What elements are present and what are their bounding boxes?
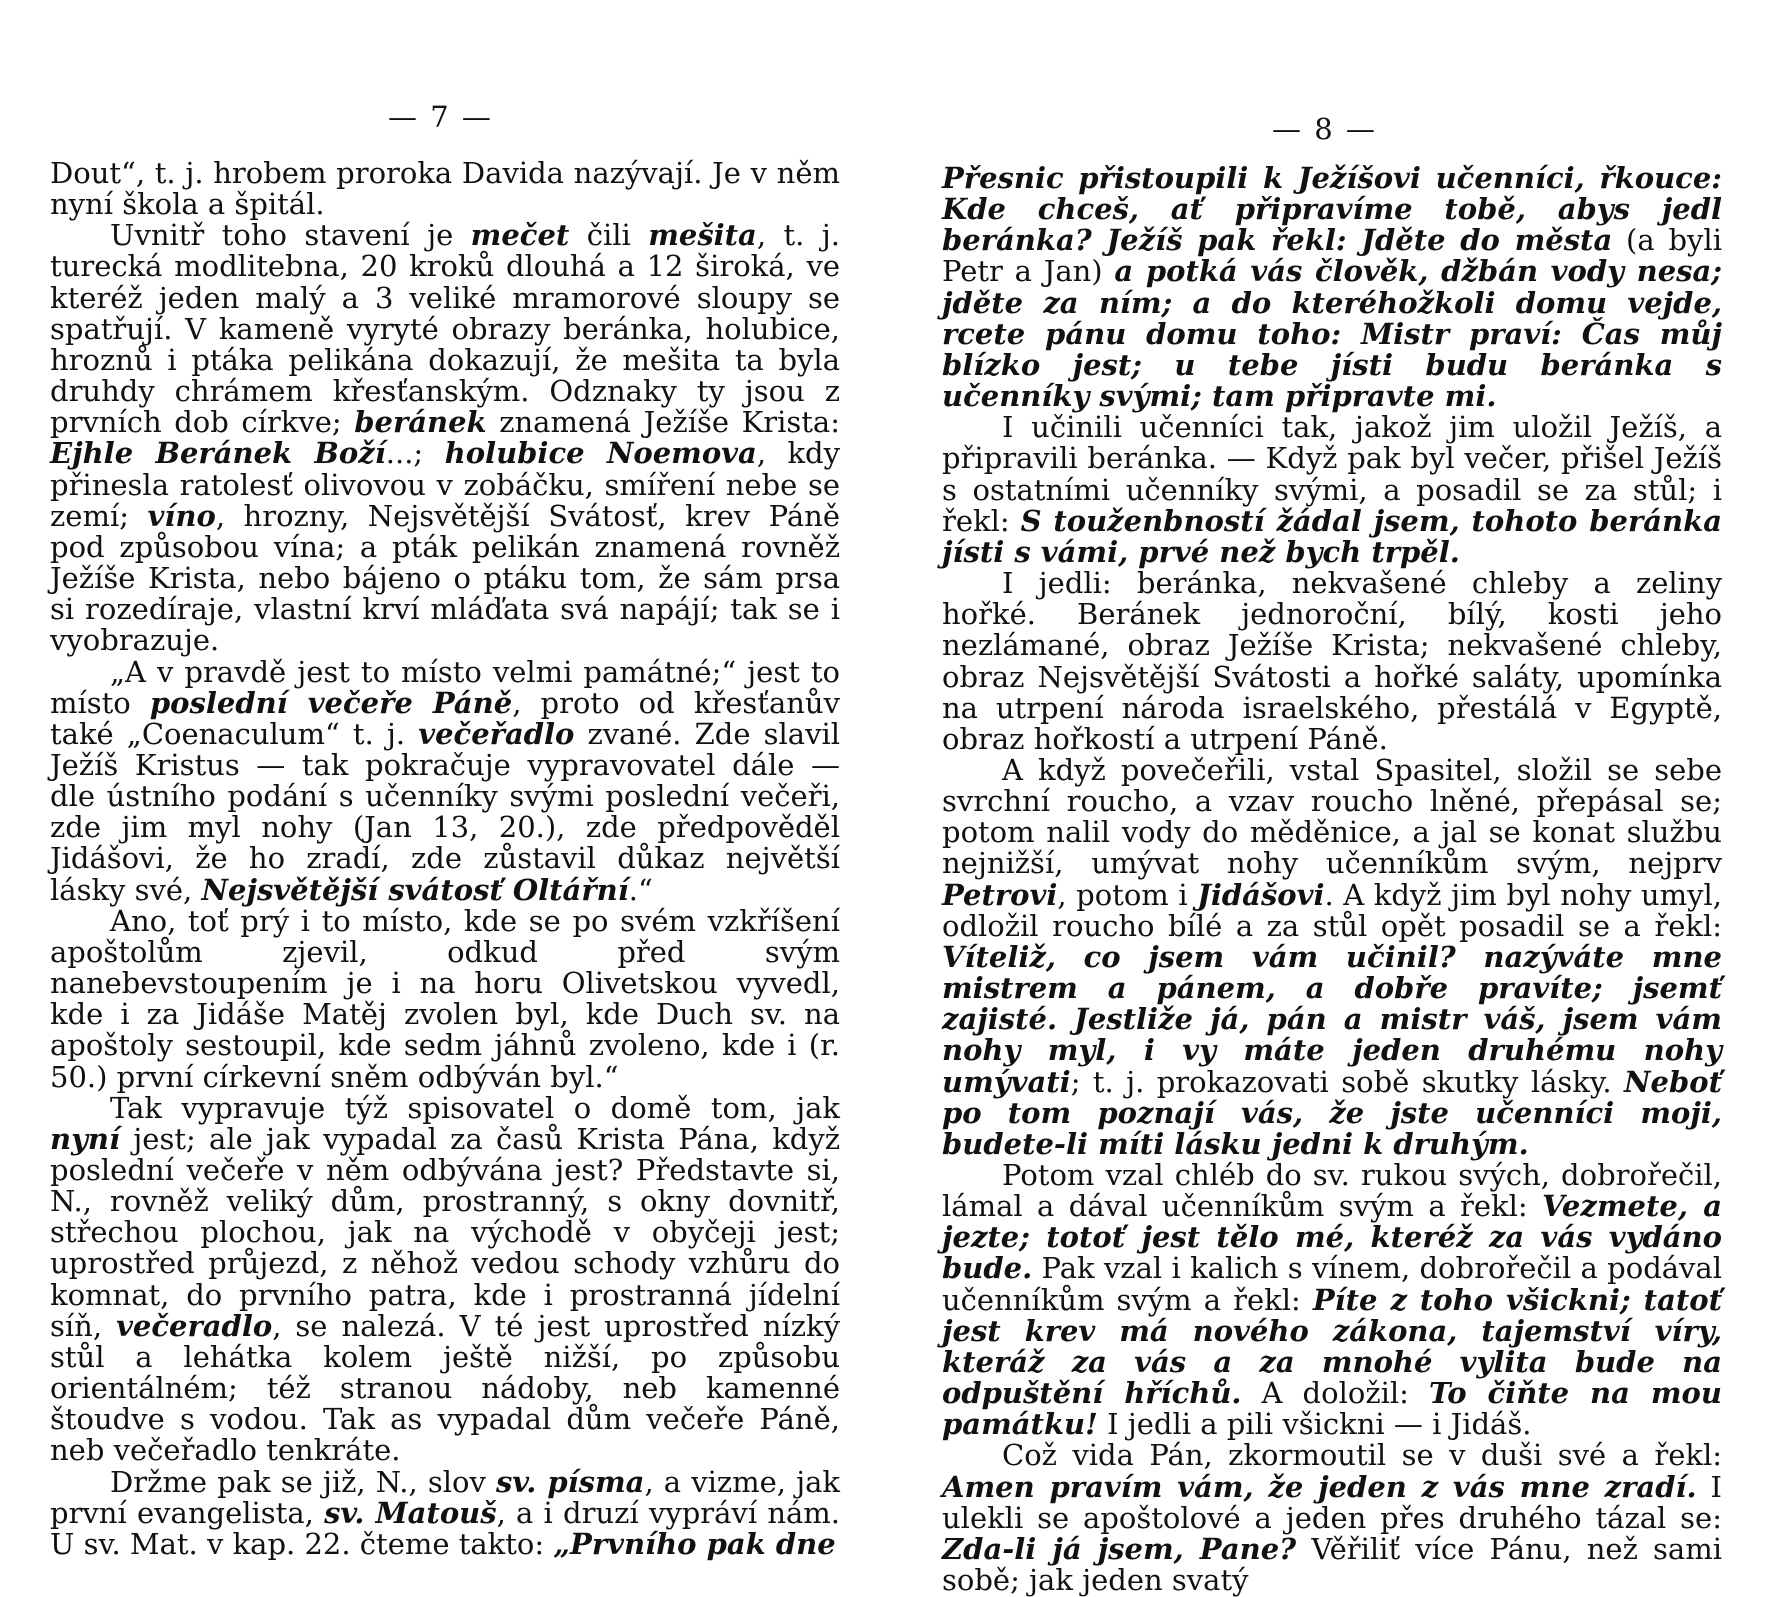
emphasis-text: nyní bbox=[50, 1121, 121, 1156]
emphasis-text: Ejhle Beránek Boží bbox=[50, 436, 386, 471]
text-run: .“ bbox=[628, 872, 653, 907]
text-run: Což vida Pán, zkormoutil se v duši své a řekl: bbox=[1002, 1438, 1722, 1473]
emphasis-text: Nejsvětější svátosť Oltářní bbox=[201, 872, 629, 907]
paragraph bbox=[942, 1160, 1722, 1440]
text-run: Držme pak se již, N., slov bbox=[110, 1464, 496, 1499]
text-run: Potom vzal chléb do sv. rukou svých, dobrořečil, lámal a dával učenníkům svým a řekl: bbox=[942, 1158, 1722, 1224]
paragraph bbox=[50, 220, 840, 656]
emphasis-text: Zda-li já jsem, Pane? bbox=[942, 1531, 1297, 1566]
text-run: ...; bbox=[385, 436, 445, 471]
text-run: I ulekli se apoštolové a jeden přes druhého tázal se: bbox=[942, 1469, 1722, 1535]
emphasis-text: sv. písma bbox=[495, 1464, 645, 1499]
emphasis-text: Neboť po tom poznají vás, že jste učenníci moji, budete-li míti lásku jedni k druhým. bbox=[942, 1064, 1722, 1161]
text-run: , se nalezá. V té jest uprostřed nízký stůl a lehátka kolem ještě nižší, po způsobu orientálném; též stranou nádoby, neb kamenné štoudve s vodou. Tak as vypadal dům večeře Páně, neb večeřadlo tenkráte. bbox=[50, 1308, 840, 1468]
emphasis-text: mešita bbox=[648, 218, 757, 253]
paragraph bbox=[50, 1464, 841, 1561]
paragraph bbox=[50, 1090, 840, 1468]
emphasis-text: večeradlo bbox=[116, 1308, 273, 1343]
text-run: . A když jim byl nohy umyl, odložil roucho bílé a za stůl opět posadil se a řekl: bbox=[942, 877, 1722, 943]
emphasis-text: S touženbností žádal jsem, tohoto beránka jísti s vámi, prvé než bych trpěl. bbox=[942, 503, 1722, 569]
text-run: Pak vzal i kalich s vínem, dobrořečil a podával učenníkům svým a řekl: bbox=[942, 1251, 1722, 1317]
emphasis-text: „Prvního pak dne bbox=[553, 1526, 836, 1561]
text-run: znamená Ježíše Krista: bbox=[486, 405, 840, 440]
text-run: Tak vypravuje týž spisovatel o domě tom, jak bbox=[110, 1090, 840, 1125]
text-run: , t. j. turecká modlitebna, 20 kroků dlouhá a 12 široká, ve kteréž jeden malý a 3 veliké mramorové sloupy se spatřují. V kameně vyryté obrazy beránka, holubice, hroznů i ptáka pelikána dokazují, že mešita ta byla druhdy chrámem křesťanským. Odznaky ty jsou z prvních dob církve; bbox=[50, 218, 840, 440]
paragraph bbox=[942, 1440, 1722, 1596]
emphasis-text: Přesnic přistoupili k Ježíšovi učenníci, řkouce: Kde chceš, ať připravíme tobě, abys jedl beránka? Ježíš pak řekl: Jděte do města bbox=[942, 161, 1722, 258]
text-run: , a i druzí vypráví nám. U sv. Mat. v kap. 22. čteme takto: bbox=[50, 1495, 841, 1561]
emphasis-text: Vezmete, a jezte; totoť jest tělo mé, kteréž za vás vydáno bude. bbox=[942, 1189, 1722, 1286]
text-run: Věřiliť více Pánu, než sami sobě; jak jeden svatý bbox=[942, 1531, 1722, 1597]
emphasis-text: a potká vás člověk, džbán vody nesa; jděte za ním; a do kteréhožkoli domu vejde, rcete pánu domu toho: Mistr praví: Čas můj blízko jest; u tebe jísti budu beránka s učenníky svými; tam připravte mi. bbox=[942, 254, 1722, 414]
text-run: I učinili učenníci tak, jakož jim uložil Ježíš, a připravili beránka. — Když pak byl večer, přišel Ježíš s ostatními učenníky svými, a posadil se za stůl; i řekl: bbox=[942, 410, 1722, 538]
text-run: , potom i bbox=[1057, 877, 1198, 912]
page-body bbox=[50, 158, 840, 1560]
text-run: A když povečeřili, vstal Spasitel, složil se sebe svrchní roucho, a vzav roucho lněné, přepásal se; potom nalil vody do měděnice, a jal se konat službu nejnižší, umývat nohy učenníkům svým, nejprv bbox=[942, 752, 1722, 881]
text-run: , kdy přinesla ratolesť olivovou v zobáčku, smíření nebe se zemí; bbox=[50, 436, 841, 533]
emphasis-text: poslední večeře Páně bbox=[149, 685, 513, 720]
text-run: zvané. Zde slavil Ježíš Kristus — tak pokračuje vypravovatel dále — dle ústního podání s učenníky svými poslední večeři, zde jim myl nohy (Jan 13, 20.), zde předpověděl Jidášovi, že ho zradí, zde zůstavil důkaz největší lásky své, bbox=[50, 716, 841, 907]
text-run: Ano, toť prý i to místo, kde se po svém vzkříšení apoštolům zjevil, odkud před svým nanebevstoupením je i na horu Olivetskou vyvedl, kde i za Jidáše Matěj zvolen byl, kde Duch sv. na apoštoly sestoupil, kde sedm jáhnů zvoleno, kde i (r. 50.) první církevní sněm odbýván byl.“ bbox=[50, 903, 840, 1094]
emphasis-text: Jidášovi bbox=[1197, 877, 1325, 912]
emphasis-text: holubice Noemova bbox=[444, 436, 757, 471]
emphasis-text: sv. Matouš bbox=[324, 1495, 497, 1530]
text-run: I jedli a pili všickni — i Jidáš. bbox=[1097, 1407, 1532, 1442]
paragraph bbox=[50, 654, 841, 907]
text-run: , proto od křesťanův také „Coenaculum“ t. j. bbox=[50, 685, 840, 751]
emphasis-text: To čiňte na mou památku! bbox=[942, 1376, 1722, 1442]
text-run: (a byli Petr a Jan) bbox=[942, 223, 1722, 289]
paragraph bbox=[50, 903, 840, 1094]
emphasis-text: Víteliž, co jsem vám učinil? nazýváte mne mistrem a pánem, a dobře pravíte; jsemť zajisté. Jestliže já, pán a mistr váš, jsem vám nohy myl, i vy máte jeden druhému nohy umývati bbox=[942, 939, 1722, 1099]
text-run: , a vizme, jak první evangelista, bbox=[50, 1464, 840, 1530]
paragraph bbox=[942, 752, 1722, 1161]
text-run: A doložil: bbox=[1241, 1376, 1429, 1411]
text-run: , hrozny, Nejsvětější Svátosť, krev Páně pod způsobou vína; a pták pelikán znamená rovněž Ježíše Krista, nebo bájeno o ptáku tom, že sám prsa si rozedíraje, vlastní krví mláďata svá napájí; tak se i vyobrazuje. bbox=[50, 498, 840, 658]
text-run: „A v pravdě jest to místo velmi památné;“ jest to místo bbox=[50, 654, 840, 720]
emphasis-text: víno bbox=[147, 498, 216, 533]
page-number: — 8 — bbox=[1272, 112, 1377, 146]
text-run: jest; ale jak vypadal za časů Krista Pána, když poslední večeře v něm odbývána jest? Představte si, N., rovněž veliký dům, prostranný, s okny dovnitř, střechou plochou, jak na východě v obyčeji jest; uprostřed průjezd, z něhož vedou schody vzhůru do komnat, do prvního patra, kde i prostranná jídelní síň, bbox=[50, 1121, 840, 1343]
page-body bbox=[942, 163, 1722, 1596]
text-run: ; t. j. prokazovati sobě skutky lásky. bbox=[1070, 1064, 1625, 1099]
paragraph bbox=[942, 412, 1722, 568]
right-page bbox=[884, 0, 1768, 1597]
paragraph bbox=[50, 158, 840, 220]
paragraph bbox=[942, 163, 1722, 412]
left-page bbox=[0, 0, 884, 1561]
emphasis-text: Amen pravím vám, že jeden z vás mne zradí. bbox=[942, 1469, 1697, 1504]
paragraph bbox=[942, 568, 1722, 755]
emphasis-text: Petrovi bbox=[942, 877, 1058, 912]
emphasis-text: mečet bbox=[470, 218, 570, 253]
emphasis-text: Píte z toho všickni; tatoť jest krev má nového zákona, tajemství víry, kteráž za vás a za mnohé vylita bude na odpuštění hříchů. bbox=[942, 1282, 1722, 1411]
emphasis-text: večeřadlo bbox=[418, 716, 575, 751]
page-number: — 7 — bbox=[388, 100, 493, 134]
emphasis-text: beránek bbox=[354, 405, 487, 440]
text-run: I jedli: beránka, nekvašené chleby a zeliny hořké. Beránek jednoroční, bílý, kosti jeho nezlámané, obraz Ježíše Krista; nekvašené chleby, obraz Nejsvětější Svátosti a hořké saláty, upomínka na utrpení národa israelského, přestálá v Egyptě, obraz hořkostí a utrpení Páně. bbox=[942, 566, 1722, 756]
text-run: Uvnitř toho stavení je bbox=[110, 218, 471, 253]
text-run: čili bbox=[569, 218, 649, 253]
text-run: Dout“, t. j. hrobem proroka Davida nazývají. Je v něm nyní škola a špitál. bbox=[50, 156, 840, 222]
